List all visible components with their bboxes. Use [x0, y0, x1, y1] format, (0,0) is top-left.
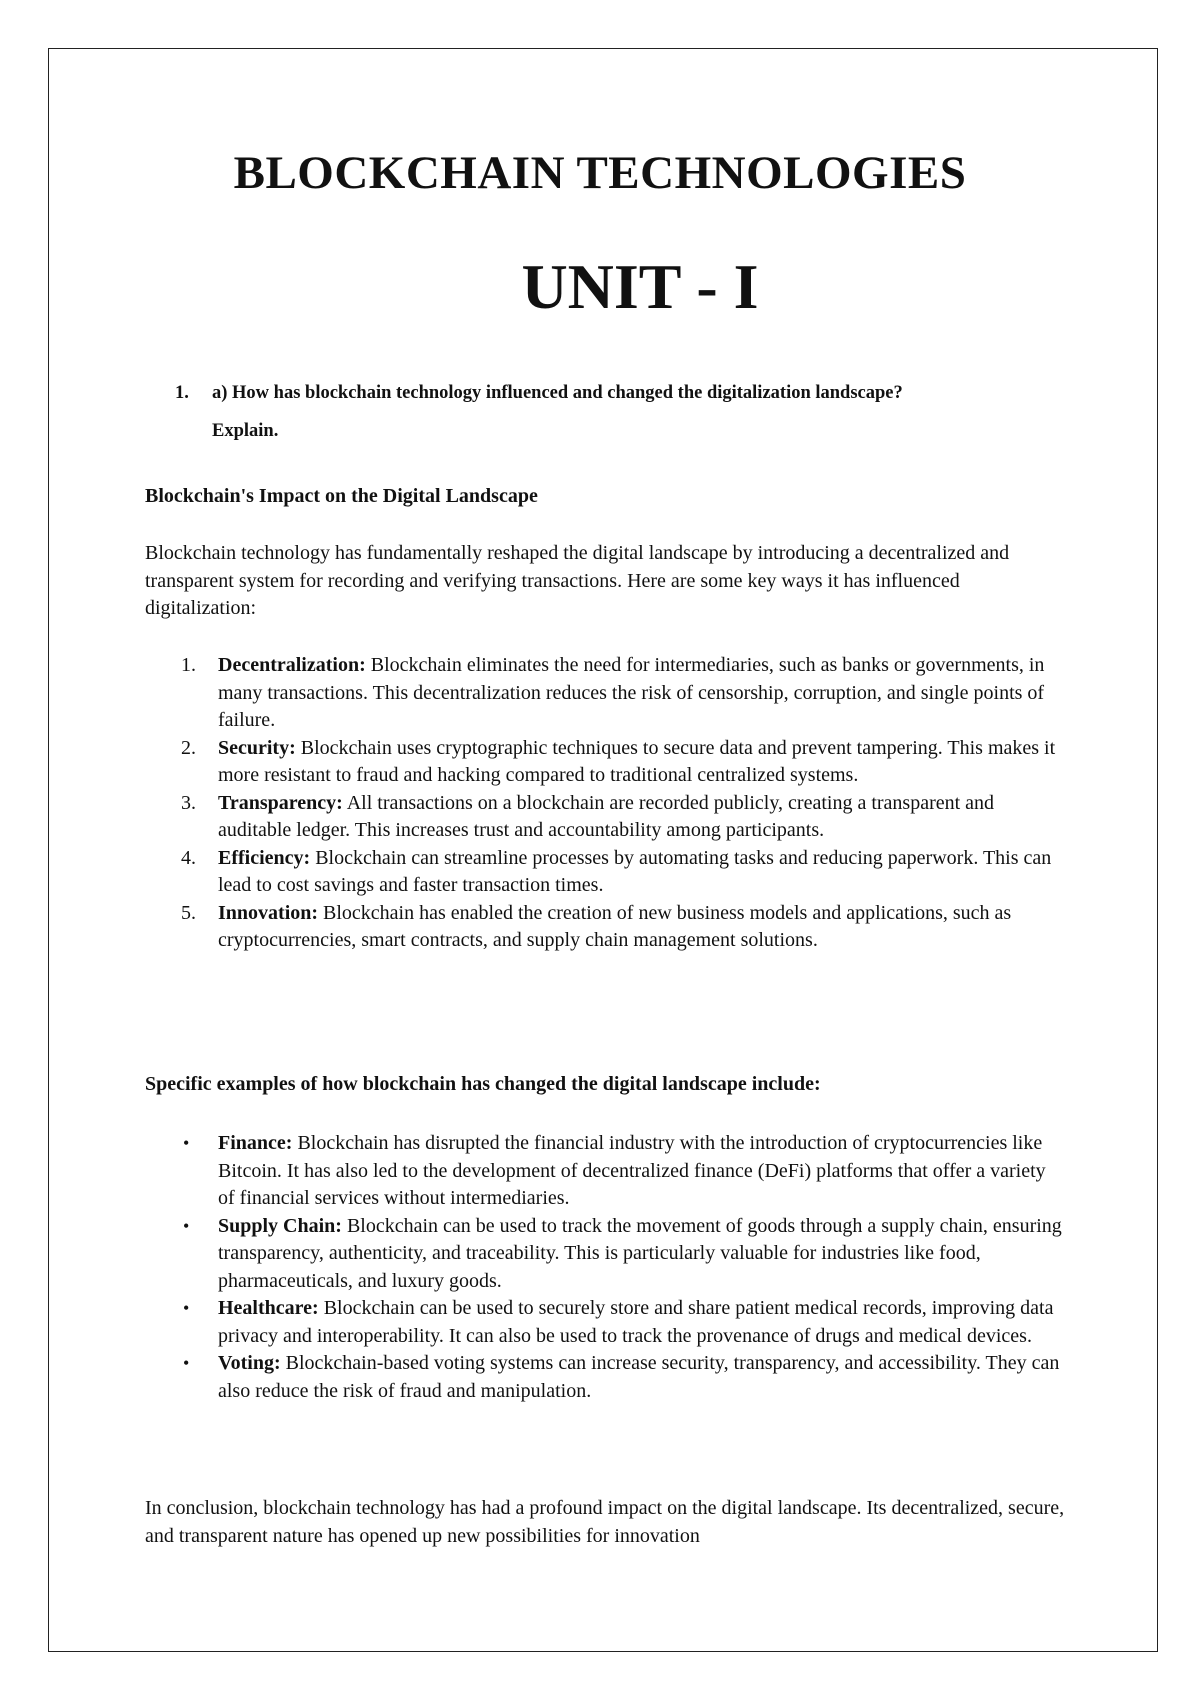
point-term: Security: — [218, 736, 296, 759]
point-text: Blockchain can streamline processes by automating tasks and reducing paperwork. This can lead to cost savings and faster transaction times. — [218, 846, 1052, 896]
list-number: 2. — [181, 736, 196, 759]
list-item — [145, 652, 1065, 735]
point-term: Decentralization: — [218, 654, 366, 676]
point-text: Blockchain eliminates the need for intermediaries, such as banks or governments, in many transactions. This decentralization reduces the risk of censorship, corruption, and single points of failure. — [218, 654, 1045, 731]
examples-list — [145, 1130, 1065, 1405]
question — [175, 374, 1075, 450]
point-text: All transactions on a blockchain are recorded publicly, creating a transparent and auditable ledger. This increases trust and accountability among participants. — [218, 791, 995, 841]
bullet-icon: • — [183, 1298, 190, 1318]
example-term: Healthcare: — [218, 1297, 319, 1319]
point-term: Transparency: — [218, 791, 343, 814]
key-points-list — [145, 652, 1065, 955]
list-number: 1. — [181, 654, 196, 676]
point-text: Blockchain has enabled the creation of new business models and applications, such as cryptocurrencies, smart contracts, and supply chain management solutions. — [218, 901, 1012, 951]
question-text-line1: a) How has blockchain technology influenced and changed the digitalization landscape? — [212, 383, 903, 403]
conclusion-paragraph: In conclusion, blockchain technology has had a profound impact on the digital landscape. Its decentralized, secure, and transparent nature has opened up new possibilities for innovation — [145, 1497, 1065, 1547]
point-term: Efficiency: — [218, 846, 311, 869]
list-item — [145, 1350, 1065, 1405]
example-text: Blockchain can be used to track the movement of goods through a supply chain, ensuring transparency, authenticity, and traceability. This is particularly valuable for industries like food, pharmaceuticals, and luxury goods. — [218, 1214, 1062, 1292]
list-item — [145, 900, 1065, 955]
point-text: Blockchain uses cryptographic techniques to secure data and prevent tampering. This makes it more resistant to fraud and hacking compared to traditional centralized systems. — [218, 736, 1056, 786]
list-item — [145, 845, 1065, 900]
example-text: Blockchain-based voting systems can increase security, transparency, and accessibility. They can also reduce the risk of fraud and manipulation. — [218, 1352, 1060, 1402]
point-term: Innovation: — [218, 901, 319, 924]
example-text: Blockchain has disrupted the financial industry with the introduction of cryptocurrencies like Bitcoin. It has also led to the development of decentralized finance (DeFi) platforms that offer a variety of financial services without intermediaries. — [218, 1132, 1046, 1209]
examples-heading: Specific examples of how blockchain has changed the digital landscape include: — [145, 1073, 821, 1095]
section-heading: Blockchain's Impact on the Digital Landscape — [145, 485, 538, 507]
bullet-icon: • — [183, 1353, 190, 1373]
list-item — [145, 790, 1065, 845]
example-term: Voting: — [218, 1352, 281, 1374]
list-number: 5. — [181, 901, 196, 924]
list-number: 3. — [181, 791, 196, 814]
question-text-line2: Explain. — [212, 421, 279, 441]
bullet-icon: • — [183, 1133, 190, 1153]
question-number: 1. — [175, 383, 189, 403]
list-item — [145, 735, 1065, 790]
list-number: 4. — [181, 846, 196, 869]
list-item — [145, 1130, 1065, 1213]
example-term: Finance: — [218, 1132, 293, 1154]
bullet-icon: • — [183, 1215, 190, 1236]
list-item — [145, 1213, 1065, 1296]
document-title: BLOCKCHAIN TECHNOLOGIES — [233, 147, 967, 199]
example-text: Blockchain can be used to securely store and share patient medical records, improving data privacy and interoperability. It can also be used to track the provenance of drugs and medical devices. — [218, 1297, 1054, 1347]
example-term: Supply Chain: — [218, 1214, 342, 1237]
unit-title: UNIT - I — [521, 251, 759, 322]
intro-paragraph: Blockchain technology has fundamentally reshaped the digital landscape by introducing a decentralized and transparent system for recording and verifying transactions. Here are some key ways it has influenced digitalization: — [145, 542, 1010, 619]
list-item — [145, 1295, 1065, 1350]
